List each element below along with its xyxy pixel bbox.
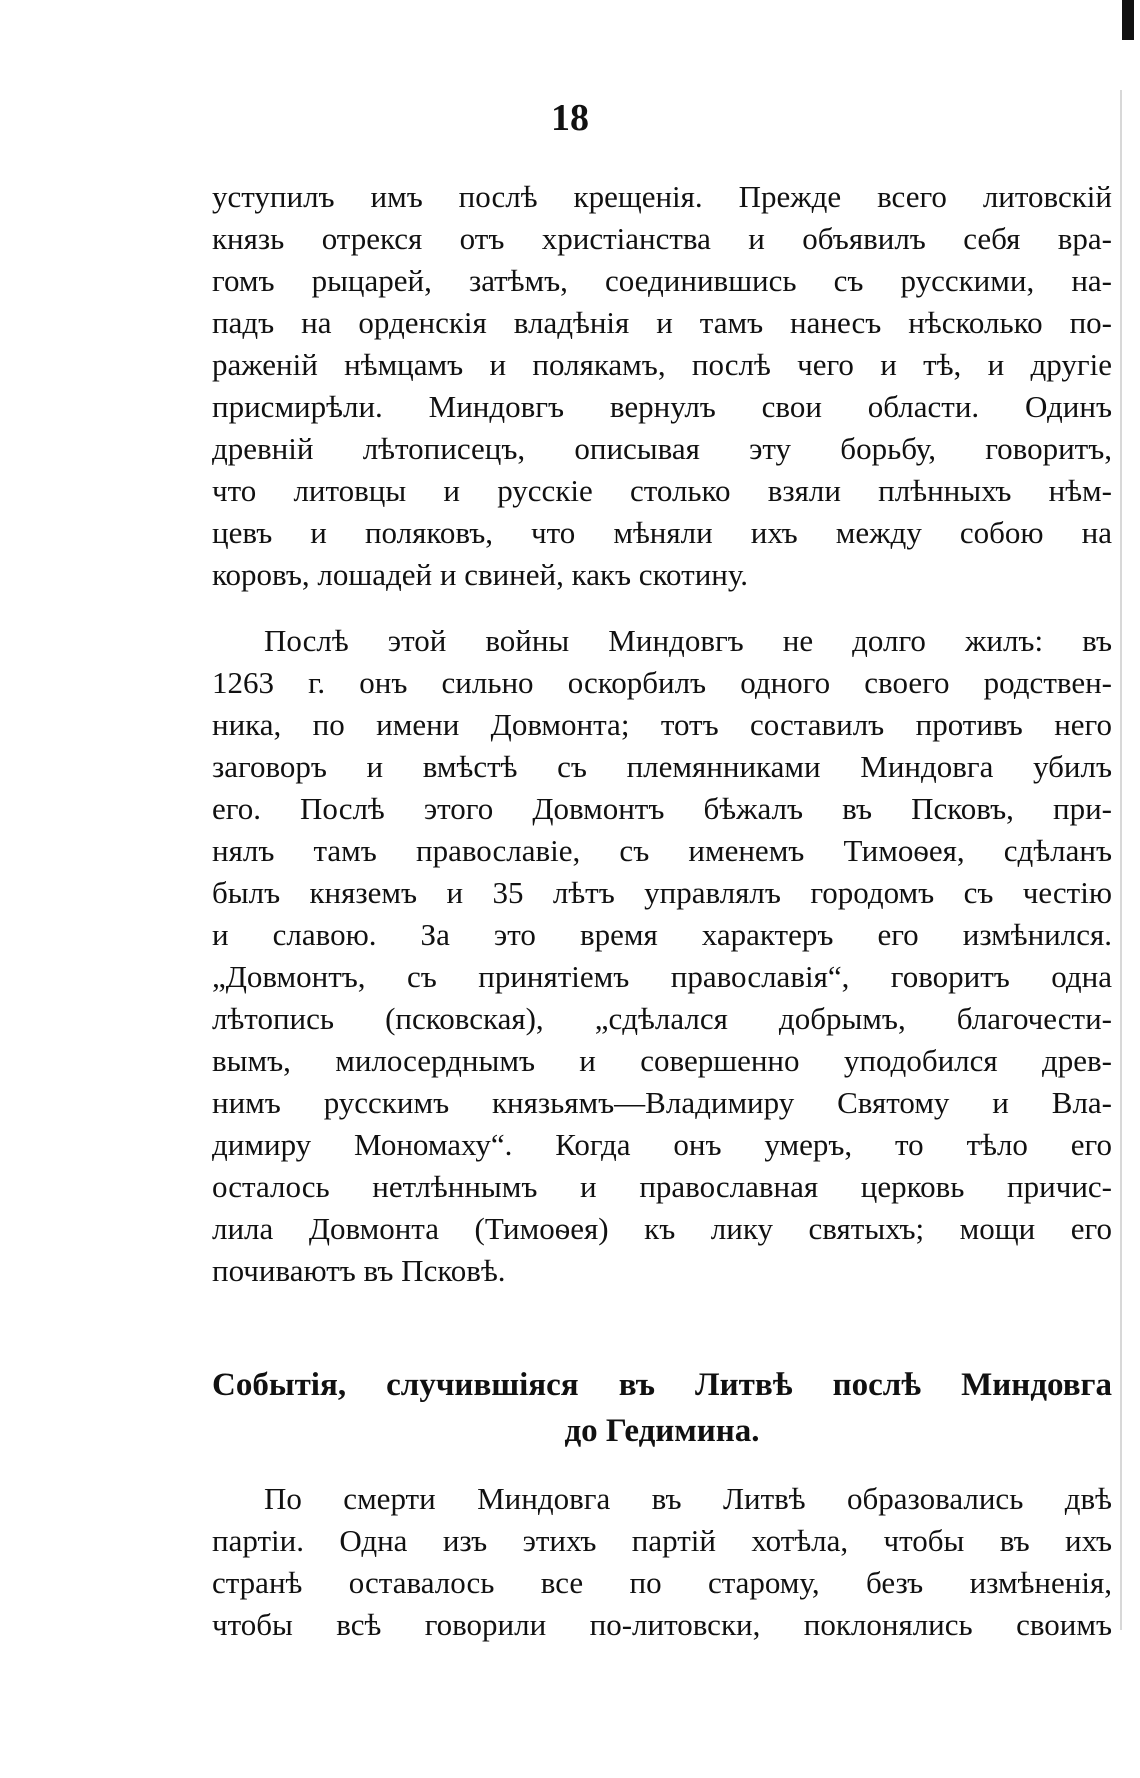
section-heading-line-1: Событія, случившіяся въ Литвѣ послѣ Миндовга xyxy=(212,1367,1112,1403)
text-line: осталось нетлѣннымъ и православная церковь причис- xyxy=(212,1169,1112,1204)
text-line: раженій нѣмцамъ и полякамъ, послѣ чего и тѣ, и другіе xyxy=(212,347,1112,382)
text-line: князь отрекся отъ христіанства и объявилъ себя вра- xyxy=(212,221,1112,256)
text-line: гомъ рыцарей, затѣмъ, соединившись съ русскими, на- xyxy=(212,263,1112,298)
text-line: цевъ и поляковъ, что мѣняли ихъ между собою на xyxy=(212,515,1112,550)
text-line: и славою. За это время характеръ его измѣнился. xyxy=(212,917,1112,952)
text-line: былъ княземъ и 35 лѣтъ управлялъ городомъ съ честію xyxy=(212,875,1112,910)
text-line: чтобы всѣ говорили по-литовски, поклонялись своимъ xyxy=(212,1607,1112,1642)
section-heading-line-2: до Гедимина. xyxy=(564,1413,760,1449)
text-line: Послѣ этой войны Миндовгъ не долго жилъ: въ xyxy=(264,623,1112,658)
text-line: 1263 г. онъ сильно оскорбилъ одного своего родствен- xyxy=(212,665,1112,700)
text-line: партіи. Одна изъ этихъ партій хотѣла, чтобы въ ихъ xyxy=(212,1523,1112,1558)
text-line: вымъ, милосерднымъ и совершенно уподобился древ- xyxy=(212,1043,1112,1078)
text-line: что литовцы и русскіе столько взяли плѣнныхъ нѣм- xyxy=(212,473,1112,508)
text-line: странѣ оставалось все по старому, безъ измѣненія, xyxy=(212,1565,1112,1600)
section-heading xyxy=(212,1362,1112,1454)
text-line: нимъ русскимъ князьямъ—Владимиру Святому и Вла- xyxy=(212,1085,1112,1120)
text-line: ника, по имени Довмонта; тотъ составилъ противъ него xyxy=(212,707,1112,742)
text-line: падъ на орденскія владѣнія и тамъ нанесъ нѣсколько по- xyxy=(212,305,1112,340)
page-edge-shadow xyxy=(1120,90,1122,1630)
text-line: „Довмонтъ, съ принятіемъ православія“, говоритъ одна xyxy=(212,959,1112,994)
text-line: нялъ тамъ православіе, съ именемъ Тимоѳея, сдѣланъ xyxy=(212,833,1112,868)
page-corner-mark xyxy=(1122,0,1134,40)
text-line: уступилъ имъ послѣ крещенія. Прежде всего литовскій xyxy=(212,179,1112,214)
text-line: лила Довмонта (Тимоѳея) къ лику святыхъ; мощи его xyxy=(212,1211,1112,1246)
text-line: почиваютъ въ Псковѣ. xyxy=(212,1253,506,1288)
text-line: димиру Мономаху“. Когда онъ умеръ, то тѣло его xyxy=(212,1127,1112,1162)
text-line: заговоръ и вмѣстѣ съ племянниками Миндовга убилъ xyxy=(212,749,1112,784)
paragraph-2 xyxy=(212,620,1112,1292)
page-number: 18 xyxy=(551,97,589,139)
text-line: его. Послѣ этого Довмонтъ бѣжалъ въ Псковъ, при- xyxy=(212,791,1112,826)
text-line: присмирѣли. Миндовгъ вернулъ свои области. Одинъ xyxy=(212,389,1112,424)
text-line: коровъ, лошадей и свиней, какъ скотину. xyxy=(212,557,749,592)
text-line: лѣтопись (псковская), „сдѣлался добрымъ, благочести- xyxy=(212,1001,1112,1036)
text-line: древній лѣтописецъ, описывая эту борьбу, говоритъ, xyxy=(212,431,1112,466)
paragraph-3 xyxy=(212,1478,1112,1646)
paragraph-1 xyxy=(212,176,1112,596)
text-line: По смерти Миндовга въ Литвѣ образовались двѣ xyxy=(264,1481,1112,1516)
